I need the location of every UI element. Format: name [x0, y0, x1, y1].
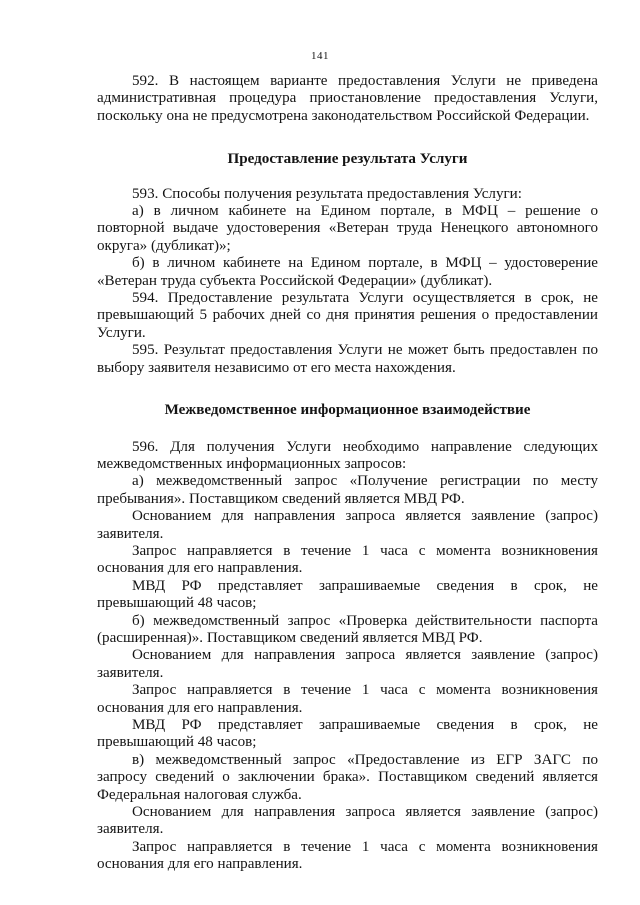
paragraph-596b: б) межведомственный запрос «Проверка действительности паспорта (расширенная)». Поставщиком сведений является МВД РФ. — [97, 612, 598, 646]
section-heading-interagency: Межведомственное информационное взаимодействие — [164, 402, 531, 419]
paragraph-596b-basis: Основанием для направления запроса является заявление (запрос) заявителя. — [97, 647, 598, 681]
paragraph-596b-term: МВД РФ представляет запрашиваемые сведения в срок, не превышающий 48 часов; — [97, 717, 598, 751]
paragraph-593a: а) в личном кабинете на Едином портале, в МФЦ – решение о повторной выдаче удостоверения «Ветеран труда Ненецкого автономного округа» (дубликат)»; — [97, 203, 598, 254]
paragraph-596c: в) межведомственный запрос «Предоставление из ЕГР ЗАГС по запросу сведений о заключении брака». Поставщиком сведений является Федеральная налоговая служба. — [97, 751, 598, 803]
paragraph-596a-basis: Основанием для направления запроса является заявление (запрос) заявителя. — [97, 508, 598, 542]
paragraph-593: 593. Способы получения результата предоставления Услуги: — [132, 185, 522, 202]
paragraph-596: 596. Для получения Услуги необходимо направление следующих межведомственных информационных запросов: — [97, 438, 598, 472]
paragraph-595: 595. Результат предоставления Услуги не может быть предоставлен по выбору заявителя независимо от его места нахождения. — [97, 342, 598, 376]
page-number: 141 — [311, 50, 329, 62]
section-heading-result: Предоставление результата Услуги — [227, 151, 468, 168]
paragraph-592: 592. В настоящем варианте предоставления Услуги не приведена административная процедура приостановление предоставления Услуги, поскольку она не предусмотрена законодательством Российской Федерации. — [97, 73, 598, 124]
paragraph-596a-time: Запрос направляется в течение 1 часа с момента возникновения основания для его направления. — [97, 542, 598, 577]
paragraph-596c-basis: Основанием для направления запроса является заявление (запрос) заявителя. — [97, 804, 598, 838]
document-body — [97, 73, 598, 874]
paragraph-596a: а) межведомственный запрос «Получение регистрации по месту пребывания». Поставщиком сведений является МВД РФ. — [97, 473, 598, 507]
paragraph-596a-term: МВД РФ представляет запрашиваемые сведения в срок, не превышающий 48 часов; — [97, 577, 598, 612]
paragraph-594: 594. Предоставление результата Услуги осуществляется в срок, не превышающий 5 рабочих дней со дня принятия решения о предоставлении Услуги. — [97, 290, 598, 341]
paragraph-596b-time: Запрос направляется в течение 1 часа с момента возникновения основания для его направления. — [97, 682, 598, 716]
paragraph-593b: б) в личном кабинете на Едином портале, в МФЦ – удостоверение «Ветеран труда субъекта Российской Федерации» (дубликат). — [97, 255, 598, 289]
paragraph-596c-time: Запрос направляется в течение 1 часа с момента возникновения основания для его направления. — [97, 838, 598, 873]
